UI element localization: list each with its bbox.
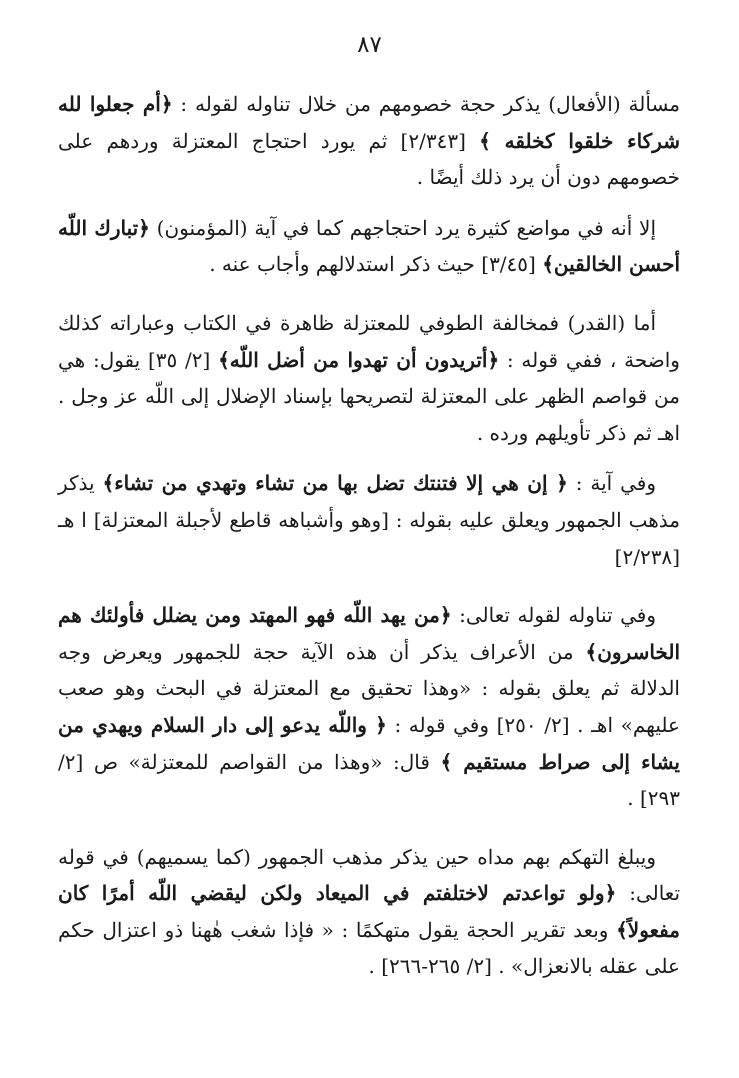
quran-verse: ﴿ إن هي إلا فتنتك تضل بها من تشاء وتهدي من تشاء﴾ xyxy=(102,471,568,496)
paragraph xyxy=(58,465,680,575)
paragraph-text: وفي تناوله لقوله تعالى: xyxy=(451,603,656,628)
paragraph-text: أما (القدر) فمخالفة الطوفي للمعتزلة ظاهرة في الكتاب وعباراته كذلك واضحة ، ففي قوله : xyxy=(58,310,680,372)
quran-verse: ﴿أم جعلوا لله شركاء خلقوا كخلقه ﴾ xyxy=(58,92,680,153)
paragraph-text: من الأعراف يذكر أن هذه الآية حجة للجمهور ويعرض وجه الدلالة ثم يعلق بقوله : «وهذا تحقيق مع المعتزلة في البحث وهو صعب عليهم» اهـ . [٢/ ٢٥٠] وفي قوله : xyxy=(58,639,680,737)
quran-verse: ﴿ واللّه يدعو إلى دار السلام ويهدي من يشاء إلى صراط مستقيم ﴾ xyxy=(58,712,681,774)
paragraph xyxy=(58,597,680,817)
paragraph-text: [٢/ ٣٥] يقول: هي من قواصم الظهر على المعتزلة لتصريحها بإسناد الإضلال إلى اللّه عز وجل . اهـ ثم ذكر تأويلهم ورده . xyxy=(58,347,680,445)
paragraph-text: مسألة (الأفعال) يذكر حجة خصومهم من خلال تناوله لقوله : xyxy=(172,92,681,116)
paragraph xyxy=(58,210,680,283)
paragraph xyxy=(58,305,680,451)
paragraph-text: وبعد تقرير الحجة يقول متهكمًا : « فإذا شغب هٰهنا ذو اعتزال حكم على عقله بالانعزال» . [٢/ ٢٦٥-٢٦٦] . xyxy=(58,917,680,979)
paragraph-text: ويبلغ التهكم بهم مداه حين يذكر مذهب الجمهور (كما يسميهم) في قوله تعالى: xyxy=(58,844,681,906)
quran-verse: ﴿من يهد اللّه فهو المهتد ومن يضلل فأولئك هم الخاسرون﴾ xyxy=(58,603,680,664)
paragraph-text: إلا أنه في مواضع كثيرة يرد احتجاجهم كما في آية (المؤمنون) xyxy=(149,215,656,240)
paragraph xyxy=(58,86,680,196)
page-number: ٨٧ xyxy=(357,32,382,58)
paragraph-text: وفي آية : xyxy=(567,471,656,496)
paragraph-text: يذكر مذهب الجمهور ويعلق عليه بقوله : [وهو وأشباهه قاطع لأجبلة المعتزلة] ا هـ [٢/٢٣٨] xyxy=(58,471,680,569)
paragraph xyxy=(58,839,680,985)
quran-verse: ﴿أتريدون أن تهدوا من أضل اللّه﴾ xyxy=(218,347,500,372)
paragraph-text: [٢/٣٤٣] ثم يورد احتجاج المعتزلة وردهم على خصومهم دون أن يرد ذلك أيضًا . xyxy=(58,128,680,190)
quran-verse: ﴿تبارك اللّه أحسن الخالقين﴾ xyxy=(58,215,680,277)
paragraph-text: قال: «وهذا من القواصم للمعتزلة» ص [٢/ ٢٩٣] . xyxy=(58,749,680,811)
quran-verse: ﴿ولو تواعدتم لاختلفتم في الميعاد ولكن ليقضي اللّه أمرًا كان مفعولاً﴾ xyxy=(58,881,680,942)
body-text xyxy=(58,86,680,985)
paragraph-text: [٣/٤٥] حيث ذكر استدلالهم وأجاب عنه . xyxy=(209,252,543,277)
